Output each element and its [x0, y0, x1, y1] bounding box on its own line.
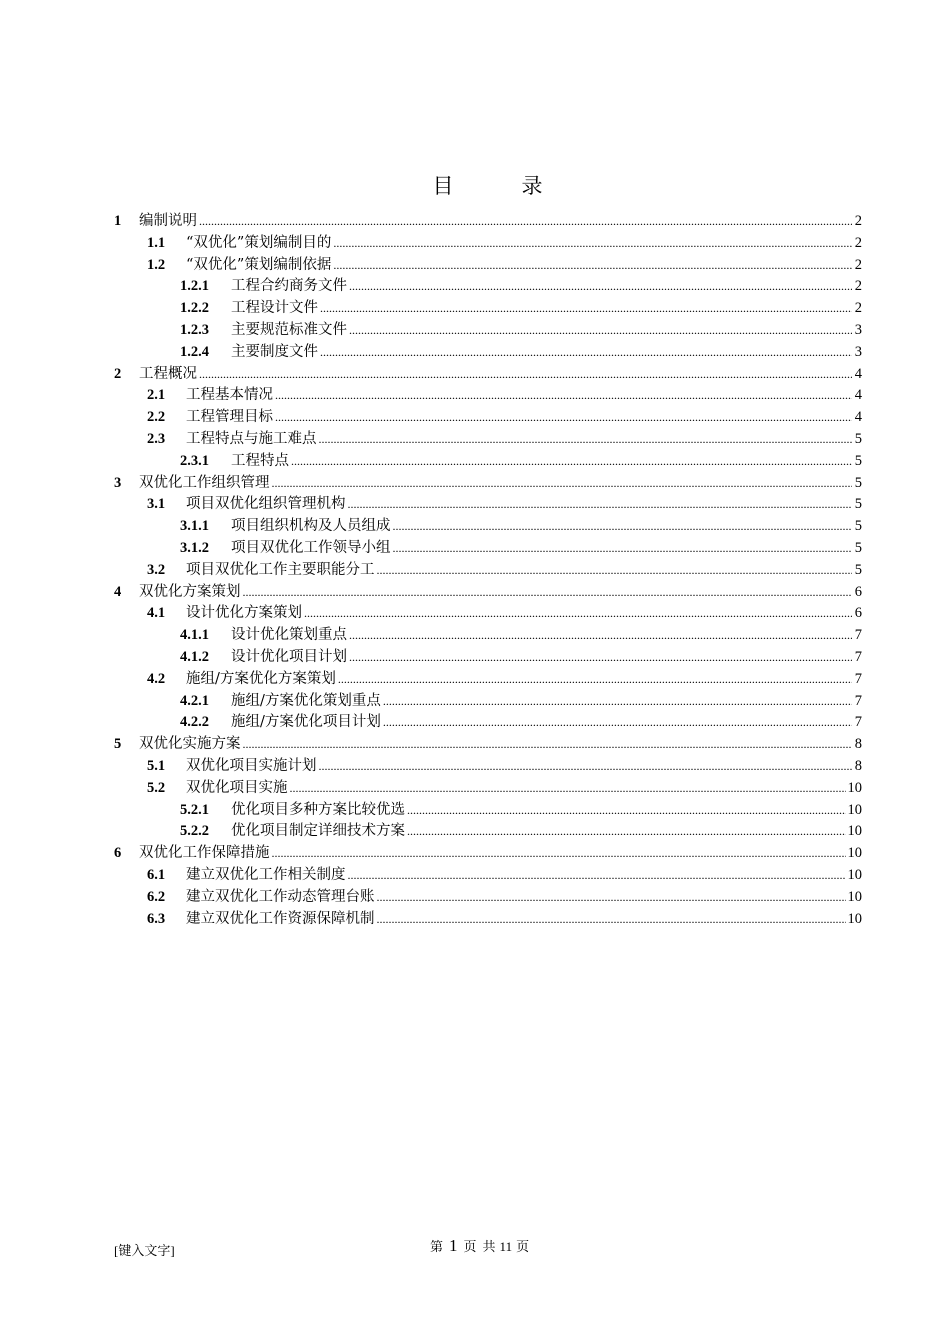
toc-leader-dots [377, 560, 853, 582]
page-word: 页 [463, 1240, 477, 1255]
toc-leader-dots [304, 603, 852, 625]
toc-entry-page: 2 [854, 300, 862, 317]
toc-leader-dots [377, 909, 846, 931]
toc-leader-dots [349, 625, 852, 647]
toc-entry-page: 5 [854, 452, 862, 469]
toc-entry-title: 双优化工作保障措施 [139, 845, 270, 862]
toc-entry-number: 3.2 [147, 561, 166, 578]
total-pages: 11 [499, 1239, 513, 1254]
toc-entry[interactable] [114, 342, 862, 364]
toc-entry-number: 5.1 [147, 757, 166, 774]
toc-entry[interactable] [114, 821, 862, 843]
toc-entry-page: 7 [854, 670, 862, 687]
toc-entry[interactable] [114, 211, 862, 233]
toc-entry-number: 6 [114, 845, 122, 862]
toc-leader-dots [383, 691, 852, 713]
toc-entry[interactable] [114, 647, 862, 669]
toc-entry[interactable] [114, 800, 862, 822]
toc-entry[interactable] [114, 298, 862, 320]
total-prefix: 共 [482, 1240, 496, 1255]
toc-entry-page: 4 [854, 365, 862, 382]
toc-entry-title: 主要规范标准文件 [231, 321, 347, 338]
toc-entry[interactable] [114, 385, 862, 407]
toc-leader-dots [319, 429, 853, 451]
toc-entry[interactable] [114, 887, 862, 909]
toc-entry[interactable] [114, 473, 862, 495]
toc-entry-title: 编制说明 [139, 213, 197, 229]
toc-leader-dots [320, 342, 852, 364]
toc-entry[interactable] [114, 560, 862, 582]
toc-entry-title: “双优化”策划编制依据 [186, 256, 332, 273]
toc-entry-number: 4.2 [147, 670, 166, 687]
toc-entry[interactable] [114, 756, 862, 778]
toc-entry-page: 10 [847, 845, 862, 862]
toc-entry[interactable] [114, 516, 862, 538]
toc-entry-number: 3.1.2 [180, 539, 209, 556]
toc-leader-dots [291, 451, 852, 473]
toc-entry[interactable] [114, 691, 862, 713]
toc-entry-number: 3.1 [147, 496, 166, 513]
toc-entry-title: “双优化”策划编制目的 [186, 234, 332, 251]
toc-entry-title: 工程基本情况 [186, 387, 273, 404]
toc-entry-title: 施组/方案优化策划重点 [231, 692, 381, 709]
toc-entry[interactable] [114, 843, 862, 865]
toc-entry-page: 4 [854, 409, 862, 426]
toc-entry-number: 4.2.1 [180, 692, 209, 709]
toc-entry-title: 双优化项目实施计划 [186, 757, 317, 774]
toc-leader-dots [393, 516, 853, 538]
toc-entry-number: 2 [114, 365, 122, 382]
toc-entry-page: 10 [847, 801, 862, 818]
toc-entry-number: 3 [114, 474, 122, 491]
toc-entry-number: 6.3 [147, 910, 166, 927]
toc-entry-number: 5 [114, 736, 122, 753]
toc-entry-title: 施组/方案优化项目计划 [231, 714, 381, 731]
toc-leader-dots [272, 843, 846, 865]
toc-entry[interactable] [114, 429, 862, 451]
toc-entry-number: 1.2 [147, 256, 166, 273]
table-of-contents [114, 211, 862, 930]
toc-entry-title: 双优化项目实施 [186, 779, 288, 796]
page-prefix: 第 [430, 1240, 444, 1255]
toc-leader-dots [348, 494, 853, 516]
toc-entry-page: 8 [854, 736, 862, 753]
toc-entry-title: 设计优化方案策划 [186, 605, 302, 622]
toc-entry-page: 10 [847, 910, 862, 927]
toc-leader-dots [407, 821, 846, 843]
toc-entry-page: 7 [854, 648, 862, 665]
toc-entry-page: 3 [854, 343, 862, 360]
toc-entry-number: 1.2.1 [180, 278, 209, 295]
toc-entry-page: 10 [847, 779, 862, 796]
toc-entry-number: 6.2 [147, 888, 166, 905]
toc-leader-dots [333, 233, 852, 255]
toc-entry-number: 4 [114, 583, 122, 600]
toc-entry[interactable] [114, 538, 862, 560]
toc-entry-title: 工程管理目标 [186, 409, 273, 426]
toc-entry-number: 3.1.1 [180, 518, 209, 535]
toc-leader-dots [275, 407, 852, 429]
toc-entry[interactable] [114, 451, 862, 473]
toc-entry[interactable] [114, 582, 862, 604]
toc-leader-dots [319, 756, 853, 778]
toc-entry-number: 6.1 [147, 866, 166, 883]
toc-leader-dots [272, 473, 853, 495]
toc-entry[interactable] [114, 276, 862, 298]
toc-leader-dots [199, 364, 852, 386]
toc-entry-page: 6 [854, 583, 862, 600]
toc-entry[interactable] [114, 909, 862, 931]
toc-entry-page: 7 [854, 714, 862, 731]
toc-entry-title: 双优化方案策划 [139, 583, 241, 600]
toc-entry[interactable] [114, 364, 862, 386]
current-page: 1 [449, 1236, 458, 1255]
toc-entry-page: 10 [847, 888, 862, 905]
toc-leader-dots [333, 255, 852, 277]
title-char-1: 目 [432, 174, 454, 198]
toc-entry-title: 项目双优化工作领导小组 [231, 539, 391, 556]
footer-page-number [430, 1236, 529, 1256]
toc-entry-page: 5 [854, 430, 862, 447]
toc-leader-dots [338, 669, 852, 691]
toc-entry-number: 1.2.2 [180, 300, 209, 317]
toc-entry-number: 2.1 [147, 387, 166, 404]
toc-leader-dots [243, 582, 853, 604]
toc-entry-page: 2 [854, 256, 862, 273]
toc-entry-page: 2 [854, 278, 862, 295]
toc-entry[interactable] [114, 407, 862, 429]
toc-leader-dots [290, 778, 846, 800]
toc-entry[interactable] [114, 625, 862, 647]
toc-entry-number: 4.1.2 [180, 648, 209, 665]
toc-entry-page: 4 [854, 387, 862, 404]
toc-entry-number: 4.2.2 [180, 714, 209, 731]
toc-entry[interactable] [114, 603, 862, 625]
toc-entry-page: 2 [854, 234, 862, 251]
toc-entry-title: 项目双优化工作主要职能分工 [186, 561, 375, 578]
toc-entry[interactable] [114, 865, 862, 887]
toc-entry-number: 4.1.1 [180, 627, 209, 644]
toc-entry-title: 优化项目制定详细技术方案 [231, 823, 405, 840]
toc-entry[interactable] [114, 255, 862, 277]
toc-entry[interactable] [114, 494, 862, 516]
toc-entry-title: 双优化工作组织管理 [139, 474, 270, 491]
toc-entry-number: 1.1 [147, 234, 166, 251]
toc-entry-title: 施组/方案优化方案策划 [186, 670, 336, 687]
toc-entry-page: 8 [854, 757, 862, 774]
toc-entry-page: 6 [854, 605, 862, 622]
toc-entry-number: 1 [114, 213, 122, 229]
toc-entry[interactable] [114, 734, 862, 756]
toc-leader-dots [349, 647, 852, 669]
toc-entry-page: 2 [854, 213, 862, 229]
footer-placeholder-text: [键入文字] [114, 1243, 175, 1258]
toc-entry-page: 10 [847, 823, 862, 840]
toc-entry-title: 工程合约商务文件 [231, 278, 347, 295]
toc-entry-title: 建立双优化工作相关制度 [186, 866, 346, 883]
toc-entry-number: 1.2.4 [180, 343, 209, 360]
toc-entry-number: 5.2 [147, 779, 166, 796]
toc-entry-title: 工程特点与施工难点 [186, 430, 317, 447]
toc-entry-title: 设计优化项目计划 [231, 648, 347, 665]
toc-leader-dots [199, 211, 852, 233]
toc-entry-title: 工程设计文件 [231, 300, 318, 317]
toc-entry-number: 2.3 [147, 430, 166, 447]
toc-leader-dots [348, 865, 846, 887]
toc-leader-dots [407, 800, 846, 822]
toc-leader-dots [377, 887, 846, 909]
toc-leader-dots [383, 712, 852, 734]
page-title [0, 170, 950, 200]
title-char-2: 录 [521, 174, 543, 198]
toc-entry-page: 5 [854, 561, 862, 578]
total-suffix: 页 [516, 1240, 530, 1255]
toc-leader-dots [275, 385, 852, 407]
toc-entry-page: 5 [854, 518, 862, 535]
toc-leader-dots [243, 734, 853, 756]
toc-entry[interactable] [114, 233, 862, 255]
toc-entry-title: 项目双优化组织管理机构 [186, 496, 346, 513]
toc-entry-page: 7 [854, 627, 862, 644]
toc-entry[interactable] [114, 669, 862, 691]
toc-entry[interactable] [114, 320, 862, 342]
toc-entry-title: 双优化实施方案 [139, 736, 241, 753]
toc-entry-number: 5.2.1 [180, 801, 209, 818]
toc-entry-title: 设计优化策划重点 [231, 627, 347, 644]
toc-entry[interactable] [114, 712, 862, 734]
toc-entry-page: 5 [854, 474, 862, 491]
toc-entry-title: 建立双优化工作资源保障机制 [186, 910, 375, 927]
toc-entry-page: 3 [854, 321, 862, 338]
toc-entry-page: 7 [854, 692, 862, 709]
toc-leader-dots [320, 298, 852, 320]
toc-entry-page: 5 [854, 496, 862, 513]
toc-entry-number: 2.3.1 [180, 452, 209, 469]
toc-entry-title: 建立双优化工作动态管理台账 [186, 888, 375, 905]
toc-entry-title: 工程特点 [231, 452, 289, 469]
toc-leader-dots [349, 320, 852, 342]
toc-entry-number: 1.2.3 [180, 321, 209, 338]
toc-leader-dots [393, 538, 853, 560]
toc-entry-number: 2.2 [147, 409, 166, 426]
toc-entry-page: 5 [854, 539, 862, 556]
toc-entry-title: 优化项目多种方案比较优选 [231, 801, 405, 818]
toc-leader-dots [349, 276, 852, 298]
toc-entry-title: 项目组织机构及人员组成 [231, 518, 391, 535]
toc-entry[interactable] [114, 778, 862, 800]
toc-entry-number: 4.1 [147, 605, 166, 622]
toc-entry-page: 10 [847, 866, 862, 883]
toc-entry-title: 工程概况 [139, 365, 197, 382]
toc-entry-title: 主要制度文件 [231, 343, 318, 360]
toc-entry-number: 5.2.2 [180, 823, 209, 840]
